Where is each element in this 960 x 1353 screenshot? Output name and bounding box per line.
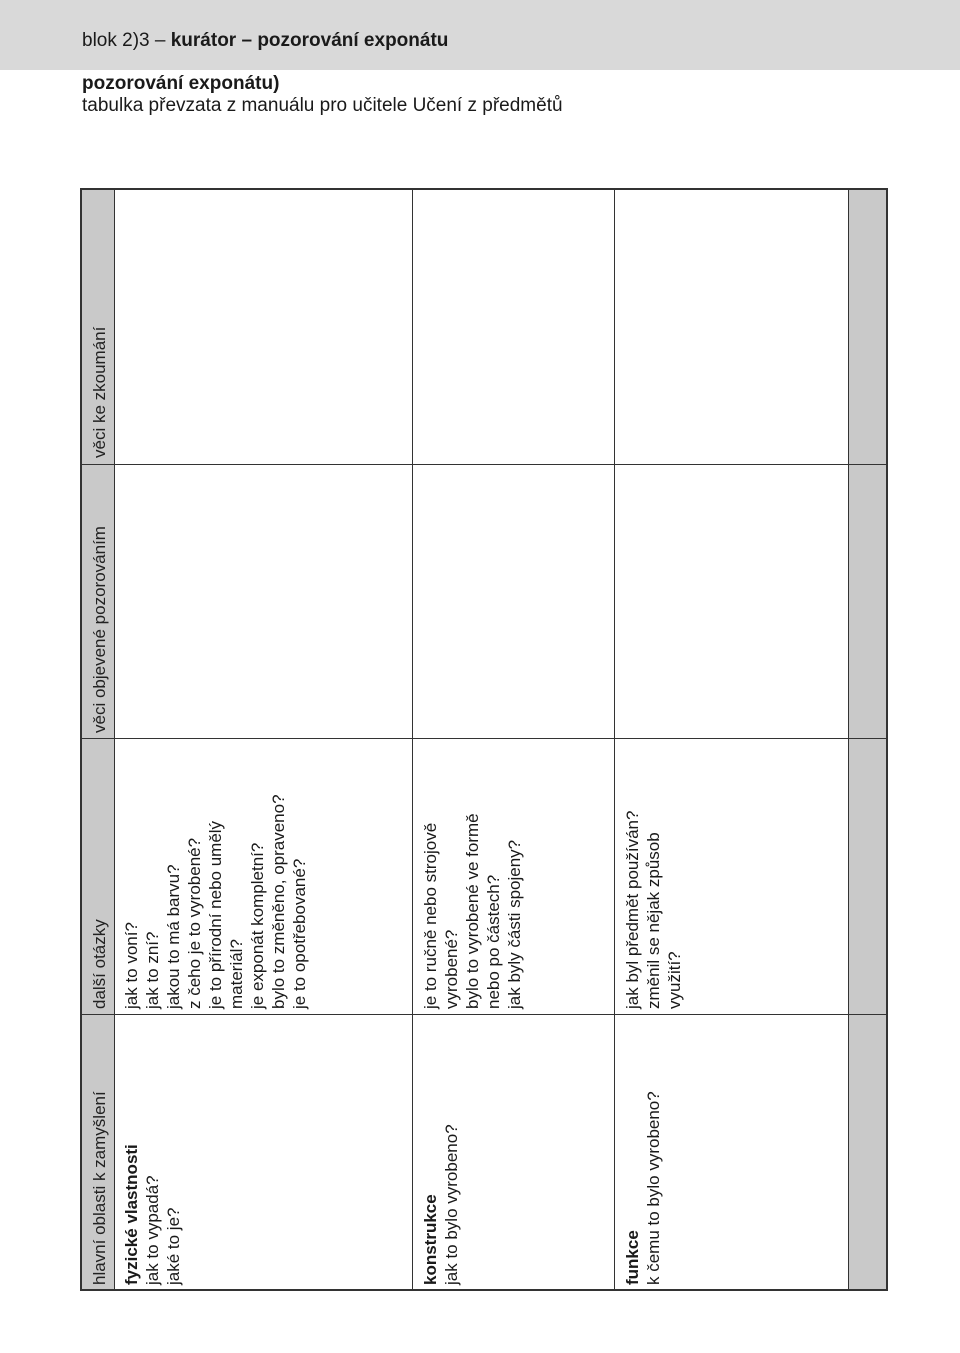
row-divider <box>614 190 615 1289</box>
further-questions-physical <box>121 794 310 1009</box>
area-question: jak to bylo vyrobeno? <box>442 1124 461 1285</box>
further-question: je to opotřebované? <box>290 858 309 1009</box>
header-prefix: blok 2)3 – <box>82 30 171 51</box>
further-question: využití? <box>665 951 684 1009</box>
further-question: materiál? <box>227 939 246 1009</box>
further-question: jakou to má barvu? <box>164 864 183 1009</box>
further-questions-construction <box>420 813 525 1009</box>
further-question: nebo po částech? <box>484 874 503 1009</box>
area-title: konstrukce <box>421 1194 440 1285</box>
column-divider <box>82 738 886 739</box>
area-cell-physical <box>121 1144 184 1285</box>
column-header-observed: věci objevené pozorováním <box>90 526 109 733</box>
header-title: kurátor – pozorování exponátu <box>170 30 449 51</box>
area-cell-function <box>622 1091 664 1285</box>
further-question: změnil se nějak způsob <box>644 832 663 1009</box>
further-question: bylo to vyrobené ve formě <box>463 813 482 1009</box>
further-questions-function <box>622 811 685 1009</box>
observation-table <box>80 188 888 1291</box>
area-title: funkce <box>623 1230 642 1285</box>
further-question: je to přírodní nebo umělý <box>206 820 225 1009</box>
further-question: jak byly části spojeny? <box>505 839 524 1009</box>
further-question: jak to zní? <box>143 931 162 1009</box>
further-question: vyrobené? <box>442 929 461 1009</box>
column-header-further-questions: další otázky <box>90 919 109 1009</box>
subtitle-bold: pozorování exponátu) <box>82 73 280 94</box>
area-question: k čemu to bylo vyrobeno? <box>644 1091 663 1285</box>
further-question: jak to voní? <box>122 922 141 1009</box>
area-question: jak to vypadá? <box>143 1175 162 1285</box>
table-footer-band <box>848 190 886 1289</box>
further-question: z čeho je to vyrobené? <box>185 837 204 1009</box>
row-divider <box>412 190 413 1289</box>
column-divider <box>82 1014 886 1015</box>
column-header-research: věci ke zkoumání <box>90 326 109 458</box>
further-question: jak byl předmět používán? <box>623 810 642 1009</box>
page-header <box>82 30 448 52</box>
column-divider <box>82 464 886 465</box>
area-cell-construction <box>420 1124 462 1285</box>
further-question: bylo to změněno, opraveno? <box>269 794 288 1009</box>
further-question: je exponát kompletní? <box>248 842 267 1009</box>
column-header-areas: hlavní oblasti k zamyšlení <box>90 1091 109 1285</box>
subtitle-text: tabulka převzata z manuálu pro učitele Učení z předmětů <box>82 95 563 116</box>
further-question: je to ručně nebo strojově <box>421 822 440 1009</box>
area-title: fyzické vlastnosti <box>122 1144 141 1285</box>
area-question: jaké to je? <box>164 1207 183 1285</box>
